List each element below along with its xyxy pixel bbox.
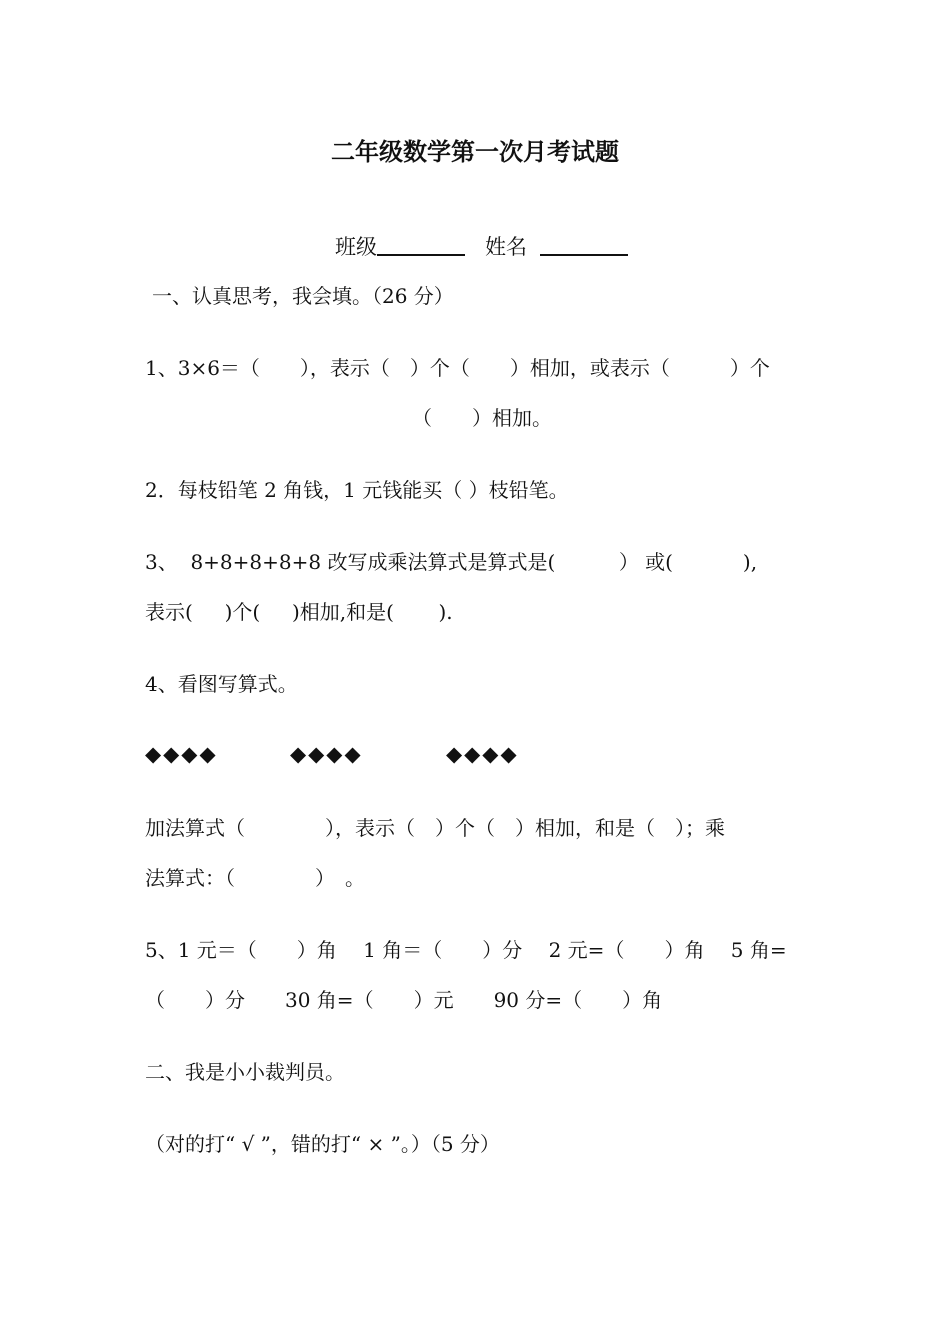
question-4: 4、看图写算式。 — [145, 672, 298, 696]
section1-heading: 一、认真思考，我会填。（26 分） — [152, 284, 454, 308]
question-5-line-1: 5、1 元＝（ ）角 1 角＝（ ）分 2 元=（ ）角 5 角= — [145, 938, 787, 962]
name-blank[interactable] — [540, 234, 628, 256]
diamond-group-1: ◆◆◆◆ — [145, 742, 218, 766]
diamond-group-3: ◆◆◆◆ — [446, 742, 519, 766]
class-blank[interactable] — [377, 234, 465, 256]
question-3-line-1: 3、 8+8+8+8+8 改写成乘法算式是算式是( ） 或( ), — [145, 550, 758, 574]
question-4-line-1: 加法算式（ ），表示（ ）个（ ）相加，和是（ ）；乘 — [145, 816, 725, 840]
question-3-line-2: 表示( )个( )相加,和是( ). — [145, 600, 453, 624]
question-5-line-2: （ ）分 30 角=（ ）元 90 分=（ ）角 — [145, 988, 663, 1012]
question-1-line-1: 1、3×6＝（ ），表示（ ）个（ ）相加，或表示（ ）个 — [145, 356, 770, 380]
section2-heading: 二、我是小小裁判员。 — [145, 1060, 345, 1084]
section2-instruction: （对的打“ √ ”，错的打“ × ”。）（5 分） — [145, 1132, 500, 1156]
diamond-group-2: ◆◆◆◆ — [290, 742, 363, 766]
question-2: 2．每枝铅笔 2 角钱，1 元钱能买（ ）枝铅笔。 — [145, 478, 569, 502]
question-4-line-2: 法算式：（ ） 。 — [145, 866, 365, 890]
page-title: 二年级数学第一次月考试题 — [331, 137, 619, 166]
name-label: 姓名 — [485, 235, 528, 259]
class-label: 班级 — [334, 235, 377, 259]
student-info-row — [0, 210, 950, 259]
question-1-line-2: （ ）相加。 — [412, 406, 552, 430]
